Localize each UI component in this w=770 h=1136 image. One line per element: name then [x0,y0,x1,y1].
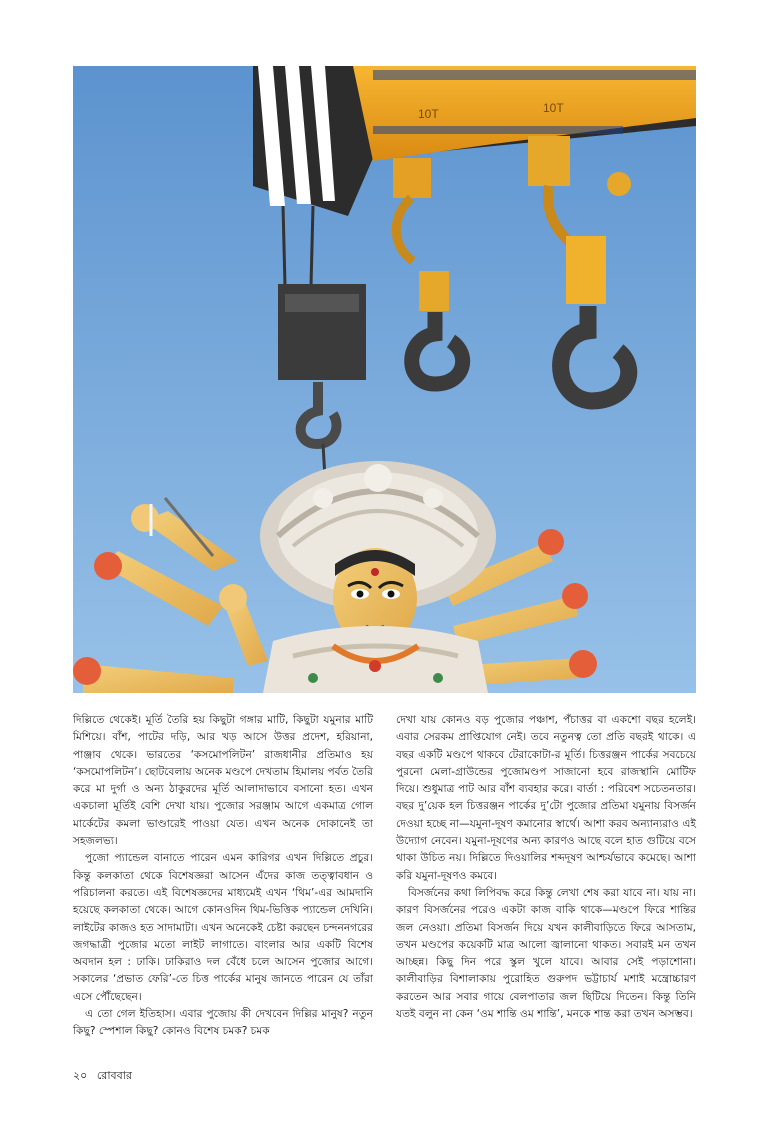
magazine-name: রোববার [96,1069,133,1082]
hook-label: 10T [418,107,439,121]
page-number: ২০ [73,1069,88,1082]
article-column-right [396,712,696,1023]
page-footer [73,1067,132,1086]
article-paragraph: দেখা যায় কোনও বড় পুজোর পঞ্চাশ, পঁচাত্তর বা একশো বছর হলেই। এবার সেরকম প্রাপ্তিযোগ নেই। তবে নতুনত্ব তো প্রতি বছরই থাকে। এ বছর একটি মণ্ডপে থাকবে টেরাকোটা-র মূর্তি। চিত্তরঞ্জন পার্কের সবচেয়ে পুরনো মেলা-গ্রাউন্ডের পুজোমণ্ডপ সাজানো হবে রাজস্থানি মোটিফ দিয়ে। শুধুমাত্র পাট আর বাঁশ ব্যবহার করে। বার্তা : পরিবেশ সচেতনতার। বছর দু’য়েক হল চিত্তরঞ্জন পার্কের দু’টো পুজোর প্রতিমা যমুনায় বিসর্জন দেওয়া হচ্ছে না—যমুনা-দূষণ কমানোর স্বার্থে। আশা করব অন্যান্যরাও এই উদ্যোগ নেবেন। যমুনা-দূষণের অন্য কারণও আছে বলে হাত গুটিয়ে বসে থাকা উচিত নয়। দিল্লিতে দিওয়ালির শব্দদূষণ আশ্চর্যভাবে কমেছে। আশা করি যমুনা-দূষণও কমবে। [396,714,696,882]
photo-illustration [73,66,696,693]
article-paragraph: বিসর্জনের কথা লিপিবদ্ধ করে কিন্তু লেখা শেষ করা যাবে না। যায় না। কারণ বিসর্জনের পরেও একটা কাজ বাকি থাকে—মণ্ডপে ফিরে শান্তির জল নেওয়া। প্রতিমা বিসর্জন দিয়ে যখন কালীবাড়িতে ফিরে আসতাম, তখন মণ্ডপের কয়েকটি মাত্র আলো জ্বালানো থাকত। সবারই মন তখন আচ্ছন্ন। কিছু দিন পরে স্কুল খুলে যাবে। আবার সেই পড়াশোনা। কালীবাড়ির বিশালাকায় পুরোহিত গুরুপদ ভট্টাচার্য মশাই মন্ত্রোচ্চারণ করতেন আর সবার গায়ে বেলপাতার জল ছিটিয়ে দিতেন। কিন্তু তিনি যতই বলুন না কেন ‘ওম শান্তি ওম শান্তি’, মনকে শান্ত করা তখন অসম্ভব। [396,886,696,1021]
article-paragraph: পুজো প্যান্ডেল বানাতে পারেন এমন কারিগর এখন দিল্লিতে প্রচুর। কিন্তু কলকাতা থেকে বিশেষজ্ঞরা আসেন এঁদের কাজ তত্ত্বাবধান ও পরিচালনা করতে। এই বিশেষজ্ঞদের মাধ্যমেই এখন ‘থিম’-এর আমদানি হয়েছে কলকাতা থেকে। আগে কোনওদিন থিম-ভিত্তিক প্যান্ডেল দেখিনি। লাইটের কাজও হত সাদামাটা। এখন অনেকেই চেষ্টা করছেন চন্দননগরের জগদ্ধাত্রী পুজোর মতো লাইট লাগাতে। বাংলার আর একটি বিশেষ অবদান হল : ঢাকি। ঢাকিরাও দল বেঁধে চলে আসেন পুজোর আগে। সকালের ‘প্রভাত ফেরি’-তে চিত্ত পার্কের মানুষ জানতে পারেন যে তাঁরা এসে পৌঁছেছেন। [73,852,373,1003]
warning-stripes [258,66,335,206]
article-paragraph: দিল্লিতে থেকেই। মূর্তি তৈরি হয় কিছুটা গঙ্গার মাটি, কিছুটা যমুনার মাটি মিশিয়ে। বাঁশ, পাটের দড়ি, আর খড় আসে উত্তর প্রদেশ, হরিয়ানা, পাঞ্জাব থেকে। ভারতের ‘কসমোপলিটন’ রাজধানীর প্রতিমাও হয় ‘কসমোপলিটন’। ছোটবেলায় অনেক মণ্ডপে দেখতাম হিমালয় পর্বত তৈরি করে মা দুর্গা ও অন্য ঠাকুরদের মূর্তি আলাদাভাবে বসানো হত। এখন একচালা মূর্তিই বেশি দেখা যায়। পুজোর সরঞ্জাম আগে একমাত্র গোল মার্কেটের কমলা ভাণ্ডারেই পাওয়া যেত। এখন অনেক দোকানেই তা সহজলভ্য। [73,714,373,848]
hook-label: 10T [543,101,564,115]
article-paragraph: এ তো গেল ইতিহাস। এবার পুজোয় কী দেখবেন দিল্লির মানুষ? নতুন কিছু? স্পেশাল কিছু? কোনও বিশেষ চমক? চমক [73,1008,373,1038]
article-column-left [73,712,373,1041]
idol-body [263,626,488,693]
article-photo [73,66,696,693]
